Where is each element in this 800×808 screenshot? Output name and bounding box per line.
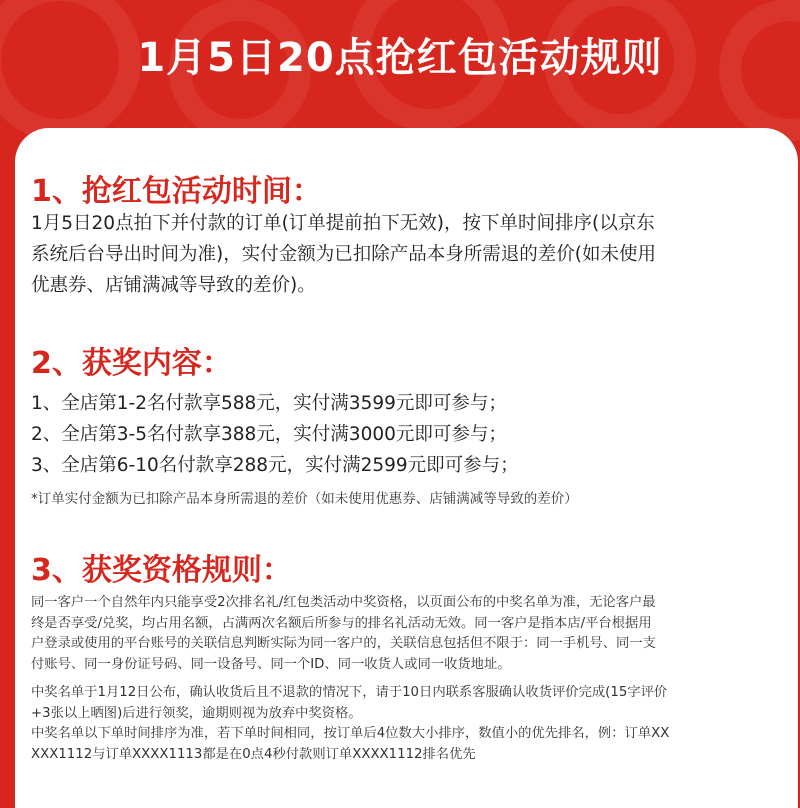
rule-line: 同一客户一个自然年内只能享受2次排名礼/红包类活动中奖资格，以页面公布的中奖名单为准，无论客户最 [31, 595, 656, 610]
rule-line: 中奖名单于1月12日公布，确认收货后且不退款的情况下，请于10日内联系客服确认收货评价完成(15字评价 [31, 685, 668, 700]
prize-note: *订单实付金额为已扣除产品本身所需退的差价（如未使用优惠券、店铺满减等导致的差价） [31, 491, 578, 507]
rule-line: 终是否享受/兑奖，均占用名额，占满两次名额后所参与的排名礼活动无效。同一客户是指本店/平台根据用 [31, 615, 652, 631]
section-1-line: 优惠券、店铺满减等导致的差价)。 [31, 275, 316, 296]
section-1-heading: 1、抢红包活动时间： [31, 174, 322, 209]
rule-line: +3张以上晒图)后进行领奖，逾期则视为放弃中奖资格。 [31, 705, 362, 721]
section-2-note-wrap [31, 488, 776, 510]
rule-line: 中奖名单以下单时间排序为准，若下单时间相同，按订单后4位数大小排序，数值小的优先排名，例：订单XX [31, 726, 670, 741]
page-title: 1月5日20点抢红包活动规则 [137, 35, 663, 81]
section-2-heading: 2、获奖内容： [31, 346, 232, 381]
section-3-para-1 [31, 593, 776, 675]
prize-item: 3、全店第6-10名付款享288元，实付满2599元即可参与； [31, 455, 519, 476]
section-1-line: 1月5日20点拍下并付款的订单(订单提前拍下无效)，按下单时间排序(以京东 [31, 213, 655, 234]
rule-line: XXX1112与订单XXXX1113都是在0点4秒付款则订单XXXX1112排名优先 [31, 746, 476, 762]
prize-item: 2、全店第3-5名付款享388元，实付满3000元即可参与； [31, 424, 507, 445]
section-3-heading: 3、获奖资格规则： [31, 553, 292, 588]
section-prize-content [31, 345, 776, 383]
prize-item: 1、全店第1-2名付款享588元，实付满3599元即可参与； [31, 393, 507, 414]
section-activity-time [31, 173, 776, 211]
section-3-para-2 [31, 683, 776, 765]
rule-line: 户登录或使用的平台账号的关联信息判断实际为同一客户的，关联信息包括但不限于：同一手机号、同一支 [31, 636, 656, 651]
section-1-line: 系统后台导出时间为准)，实付金额为已扣除产品本身所需退的差价(如未使用 [31, 244, 656, 265]
rule-line: 付账号、同一身份证号码、同一设备号、同一个ID、同一收货人或同一收货地址。 [31, 656, 511, 672]
section-1-body [31, 208, 776, 301]
section-2-list [31, 388, 776, 481]
section-eligibility-rules [31, 552, 776, 590]
